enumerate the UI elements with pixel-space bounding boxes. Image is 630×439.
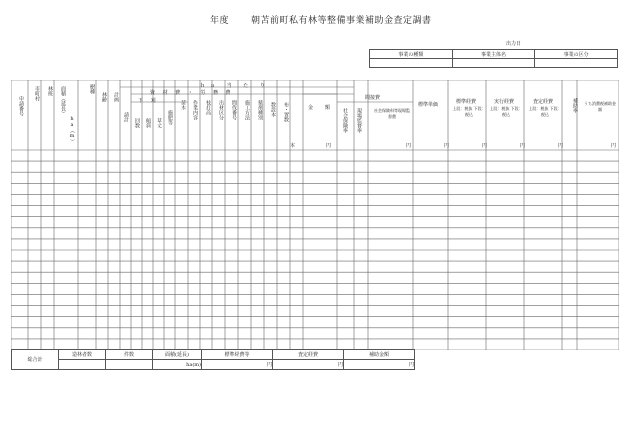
supervision-rate: 現場監督率 (356, 108, 362, 133)
yen-tax: 円 (611, 143, 617, 149)
business-type-value[interactable] (370, 59, 453, 68)
std-cost-sub: 上段：税抜 下段：税込 (452, 106, 486, 117)
c-amount: 金額 (308, 105, 343, 111)
business-entity-header: 事業主体名 (452, 50, 535, 59)
c-fixed-height: 枝打高 (205, 100, 211, 115)
summary-assessed-unit: 円 (273, 360, 344, 370)
col-forest-class: 林班 (47, 86, 53, 96)
std-unit-price: 標準単価 (418, 102, 439, 108)
col-forest-type: 樹種 (89, 84, 95, 94)
c-thinning: 間伐番号 (231, 100, 237, 120)
c-exit: 出材区分 (218, 100, 224, 120)
yen-std: 円 (444, 143, 450, 149)
yen-actual: 円 (482, 143, 488, 149)
cost-heading: 資 材 費 ・ 労 務 費 (150, 90, 234, 96)
summary-assessed-header: 査定経費 (273, 350, 344, 360)
c-height: 草丈 (156, 118, 162, 128)
col-age: 林齢 (101, 92, 107, 102)
c-seedling: 苗木 (180, 100, 186, 110)
c-fert: 施肥等 (167, 110, 173, 125)
actual-cost-sub: 上段：税抜 下段：税込 (489, 106, 523, 117)
col-area-unit: ha（m） (69, 116, 75, 144)
page-title (210, 13, 432, 26)
yen-indirect: 円 (406, 143, 412, 149)
summary-area-unit: ha(m) (153, 360, 202, 370)
summary-owners-header: 造林者数 (59, 350, 106, 360)
ha-heading: ｈａ 当 た り (200, 83, 270, 89)
yen-rate: 円 (558, 143, 564, 149)
assessed-cost-sub: 上段：税抜 下段：税込 (528, 106, 562, 117)
c-unit-price: 布・置数 (283, 102, 289, 122)
indirect-heading: 間接費 (365, 95, 381, 101)
c-yen1: 円 (326, 143, 332, 149)
consumption-tax: うち消費税補助金額 (584, 101, 616, 112)
c-slope: 傾斜 (145, 118, 151, 128)
summary-std-unit: 円 (202, 360, 273, 370)
c-seed-count: 数設本 (270, 102, 276, 117)
business-category-header: 事業の区分 (535, 50, 618, 59)
col-application-no: 申請番号 (18, 96, 24, 116)
business-info-table (369, 49, 618, 68)
c-work-detail: 作業内容 (192, 100, 198, 120)
document-title: 朝苫前町私有林等整備事業補助金査定調書 (251, 16, 432, 26)
summary-owners-value[interactable] (59, 360, 106, 370)
c-chem-type: 薬剤種別 (257, 100, 263, 120)
summary-std-header: 標準経費等 (202, 350, 273, 360)
social-cost: 社会保険料等現場監督費 (374, 108, 410, 119)
yen-assessed: 円 (520, 143, 526, 149)
summary-area-header: 面積(延長) (153, 350, 202, 360)
actual-cost: 実行経費 (494, 99, 515, 105)
summary-count-value[interactable] (106, 360, 153, 370)
summary-table (11, 349, 415, 370)
fiscal-year-label: 年度 (210, 16, 230, 26)
social-rate: 社会保険率 (342, 108, 348, 133)
business-entity-value[interactable] (452, 59, 535, 68)
business-category-value[interactable] (535, 59, 618, 68)
c-hon: 本 (290, 143, 296, 149)
std-cost: 標準経費 (456, 99, 477, 105)
business-type-header: 事業の種類 (370, 50, 453, 59)
summary-count-header: 件数 (106, 350, 153, 360)
col-area: 面積（延長） (60, 86, 66, 116)
col-plan: 計画 (113, 92, 119, 102)
print-date-label: 出力日 (506, 41, 522, 47)
c-plan: 請計 (123, 112, 129, 122)
summary-label: 総合計 (12, 350, 59, 370)
col-municipality: 市町村 (34, 86, 40, 101)
c-count: 回数 (134, 118, 140, 128)
summary-subsidy-unit: 円 (344, 360, 415, 370)
summary-subsidy-header: 補助金額 (344, 350, 415, 360)
c-grade: 施工方法 (244, 100, 250, 120)
assessed-cost: 査定経費 (533, 99, 554, 105)
sub-heading: 下 刈 (138, 98, 159, 104)
subsidy-rate: 補助率 (572, 98, 578, 113)
